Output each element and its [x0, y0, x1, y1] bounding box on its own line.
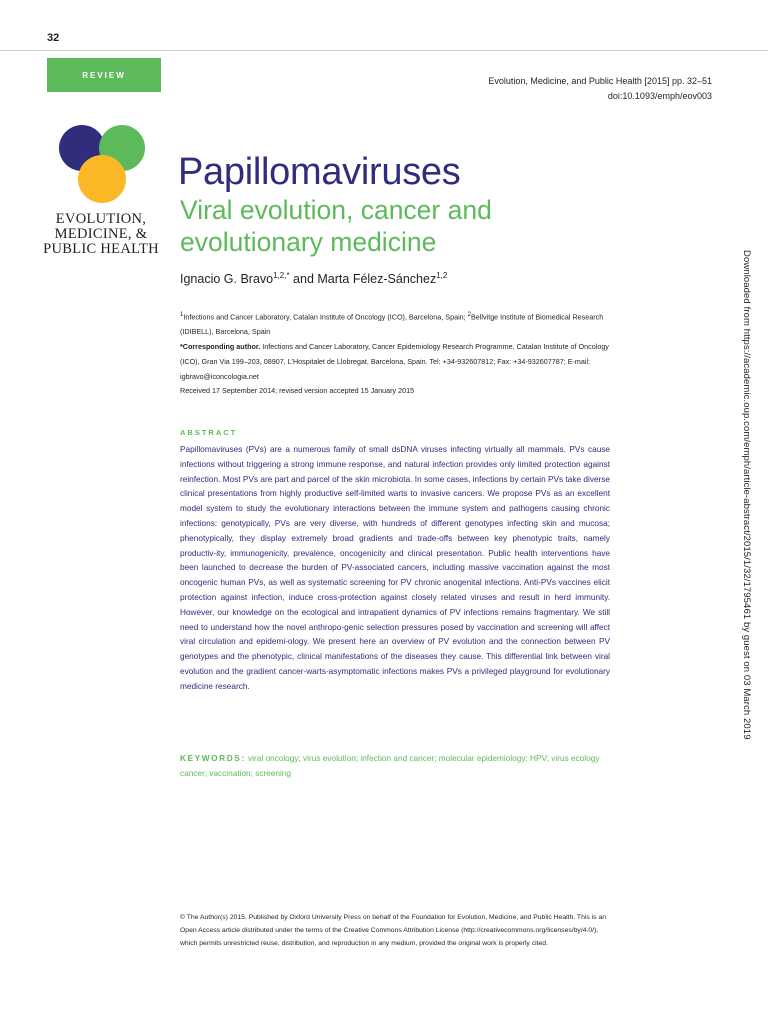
license-footer: © The Author(s) 2015. Published by Oxford University Press on behalf of the Foundation for Evolution, Medicine, and Public Health. This is an Open Access article distributed under the terms of the Creative Commons Attribution License (http://creativecommons.org/licenses/by/4.0/), which permits unrestricted reuse, distribution, and reproduction in any medium, provided the original work is properly cited.: [180, 914, 607, 947]
affiliation-text: Bellvitge Institute of Biomedical Research (IDIBELL), Barcelona, Spain: [180, 312, 604, 337]
abstract-body: Papillomaviruses (PVs) are a numerous family of small dsDNA viruses infecting virtually all mammals. PVs cause infections without triggering a strong immune response, and natural infection provides only limited protection against reinfection. Most PVs are part and parcel of the skin microbiota. In some cases, infections by certain PVs take diverse clinical presentations from highly productive self-limited warts to invasive cancers. We propose PVs as an excellent model system to study the evolutionary interactions between the immune system and pathogens causing chronic infections: genotypically, PVs are very diverse, with hundreds of different genotypes infecting skin and mucosa; phenotypically, they display extremely broad gradients and trade-offs between key phenotypic traits, namely productiv-ity, immunogenicity, prevalence, oncogenicity and clinical presentation. Public health interventions have been launched to decrease the burden of PV-associated cancers, including massive vaccination against the most oncogenic human PVs, as well as systematic screening for PV chronic anogenital infections. Anti-PVs vaccines elicit protection against infection, induce cross-protection against closely related viruses and result in herd immunity. However, our knowledge on the ecological and intrapatient dynamics of PV infections remains fragmentary. We still need to understand how the novel anthropo-genic selection pressures posed by vaccination and screening will affect viral circulation and epidemi-ology. We present here an overview of PV evolution and the connection between PV genotypes and the phenotypic, clinical manifestations of the diseases they cause. This differential link between viral evolution and the gradient cancer-warts-asymptomatic infections makes PVs a privileged playground for evolutionary medicine research.: [180, 445, 610, 691]
author-list: [180, 271, 447, 286]
journal-citation: Evolution, Medicine, and Public Health [2015] pp. 32–51: [488, 76, 712, 86]
journal-citation-block: [488, 74, 712, 104]
corresponding-author: [180, 340, 610, 384]
logo-line: EVOLUTION,: [55, 211, 147, 227]
logo-yellow-circle: [78, 155, 126, 203]
keywords: [180, 751, 610, 781]
author-affiliation-marker: 1,2: [436, 271, 448, 280]
doi-link[interactable]: doi:10.1093/emph/eov003: [607, 91, 712, 101]
keywords-label: KEYWORDS:: [180, 754, 246, 763]
corresponding-label: *Corresponding author.: [180, 341, 261, 351]
affiliation-text: Infections and Cancer Laboratory, Catalan Institute of Oncology (ICO), Barcelona, Spain;: [183, 312, 468, 322]
journal-logo-icon: [52, 118, 152, 208]
author-affiliation-marker: 1,2,*: [273, 271, 290, 280]
download-watermark: Downloaded from https://academic.oup.com/emph/article-abstract/2015/1/32/1795461 by guest on 03 March 2019: [741, 250, 752, 740]
journal-logo-text: [40, 212, 162, 257]
affiliations: [180, 308, 610, 340]
abstract-heading: ABSTRACT: [180, 428, 238, 437]
header-rule: [0, 50, 768, 51]
logo-line: PUBLIC HEALTH: [43, 241, 159, 257]
author-name[interactable]: Ignacio G. Bravo: [180, 272, 274, 287]
page-number: 32: [47, 32, 60, 44]
corresponding-text: Infections and Cancer Laboratory, Cancer Epidemiology Research Programme, Catalan Institute of Oncology (ICO), Gran Via 199–203, 08907, L’Hospitalet de Llobregat, Barcelona, Spain. Tel: +34-932607812; Fax: +34-932607787; E-mail: igbravo@iconcologia.net: [180, 341, 609, 381]
affiliations-block: [180, 308, 610, 399]
received-dates: Received 17 September 2014; revised version accepted 15 January 2015: [180, 386, 415, 396]
article-title: Papillomaviruses: [178, 151, 461, 193]
section-tab: REVIEW: [47, 58, 161, 92]
affiliation-marker: 2: [467, 312, 472, 318]
affiliation-marker: 1: [180, 312, 184, 318]
article-subtitle: Viral evolution, cancer and evolutionary medicine: [180, 195, 492, 257]
author-name[interactable]: Marta Félez-Sánchez: [317, 272, 437, 287]
keywords-text: viral oncology; virus evolution; infection and cancer; molecular epidemiology; HPV; virus ecology cancer; vaccination; screening: [180, 754, 600, 778]
logo-line: MEDICINE, &: [54, 226, 148, 242]
author-connector: and: [289, 272, 318, 287]
